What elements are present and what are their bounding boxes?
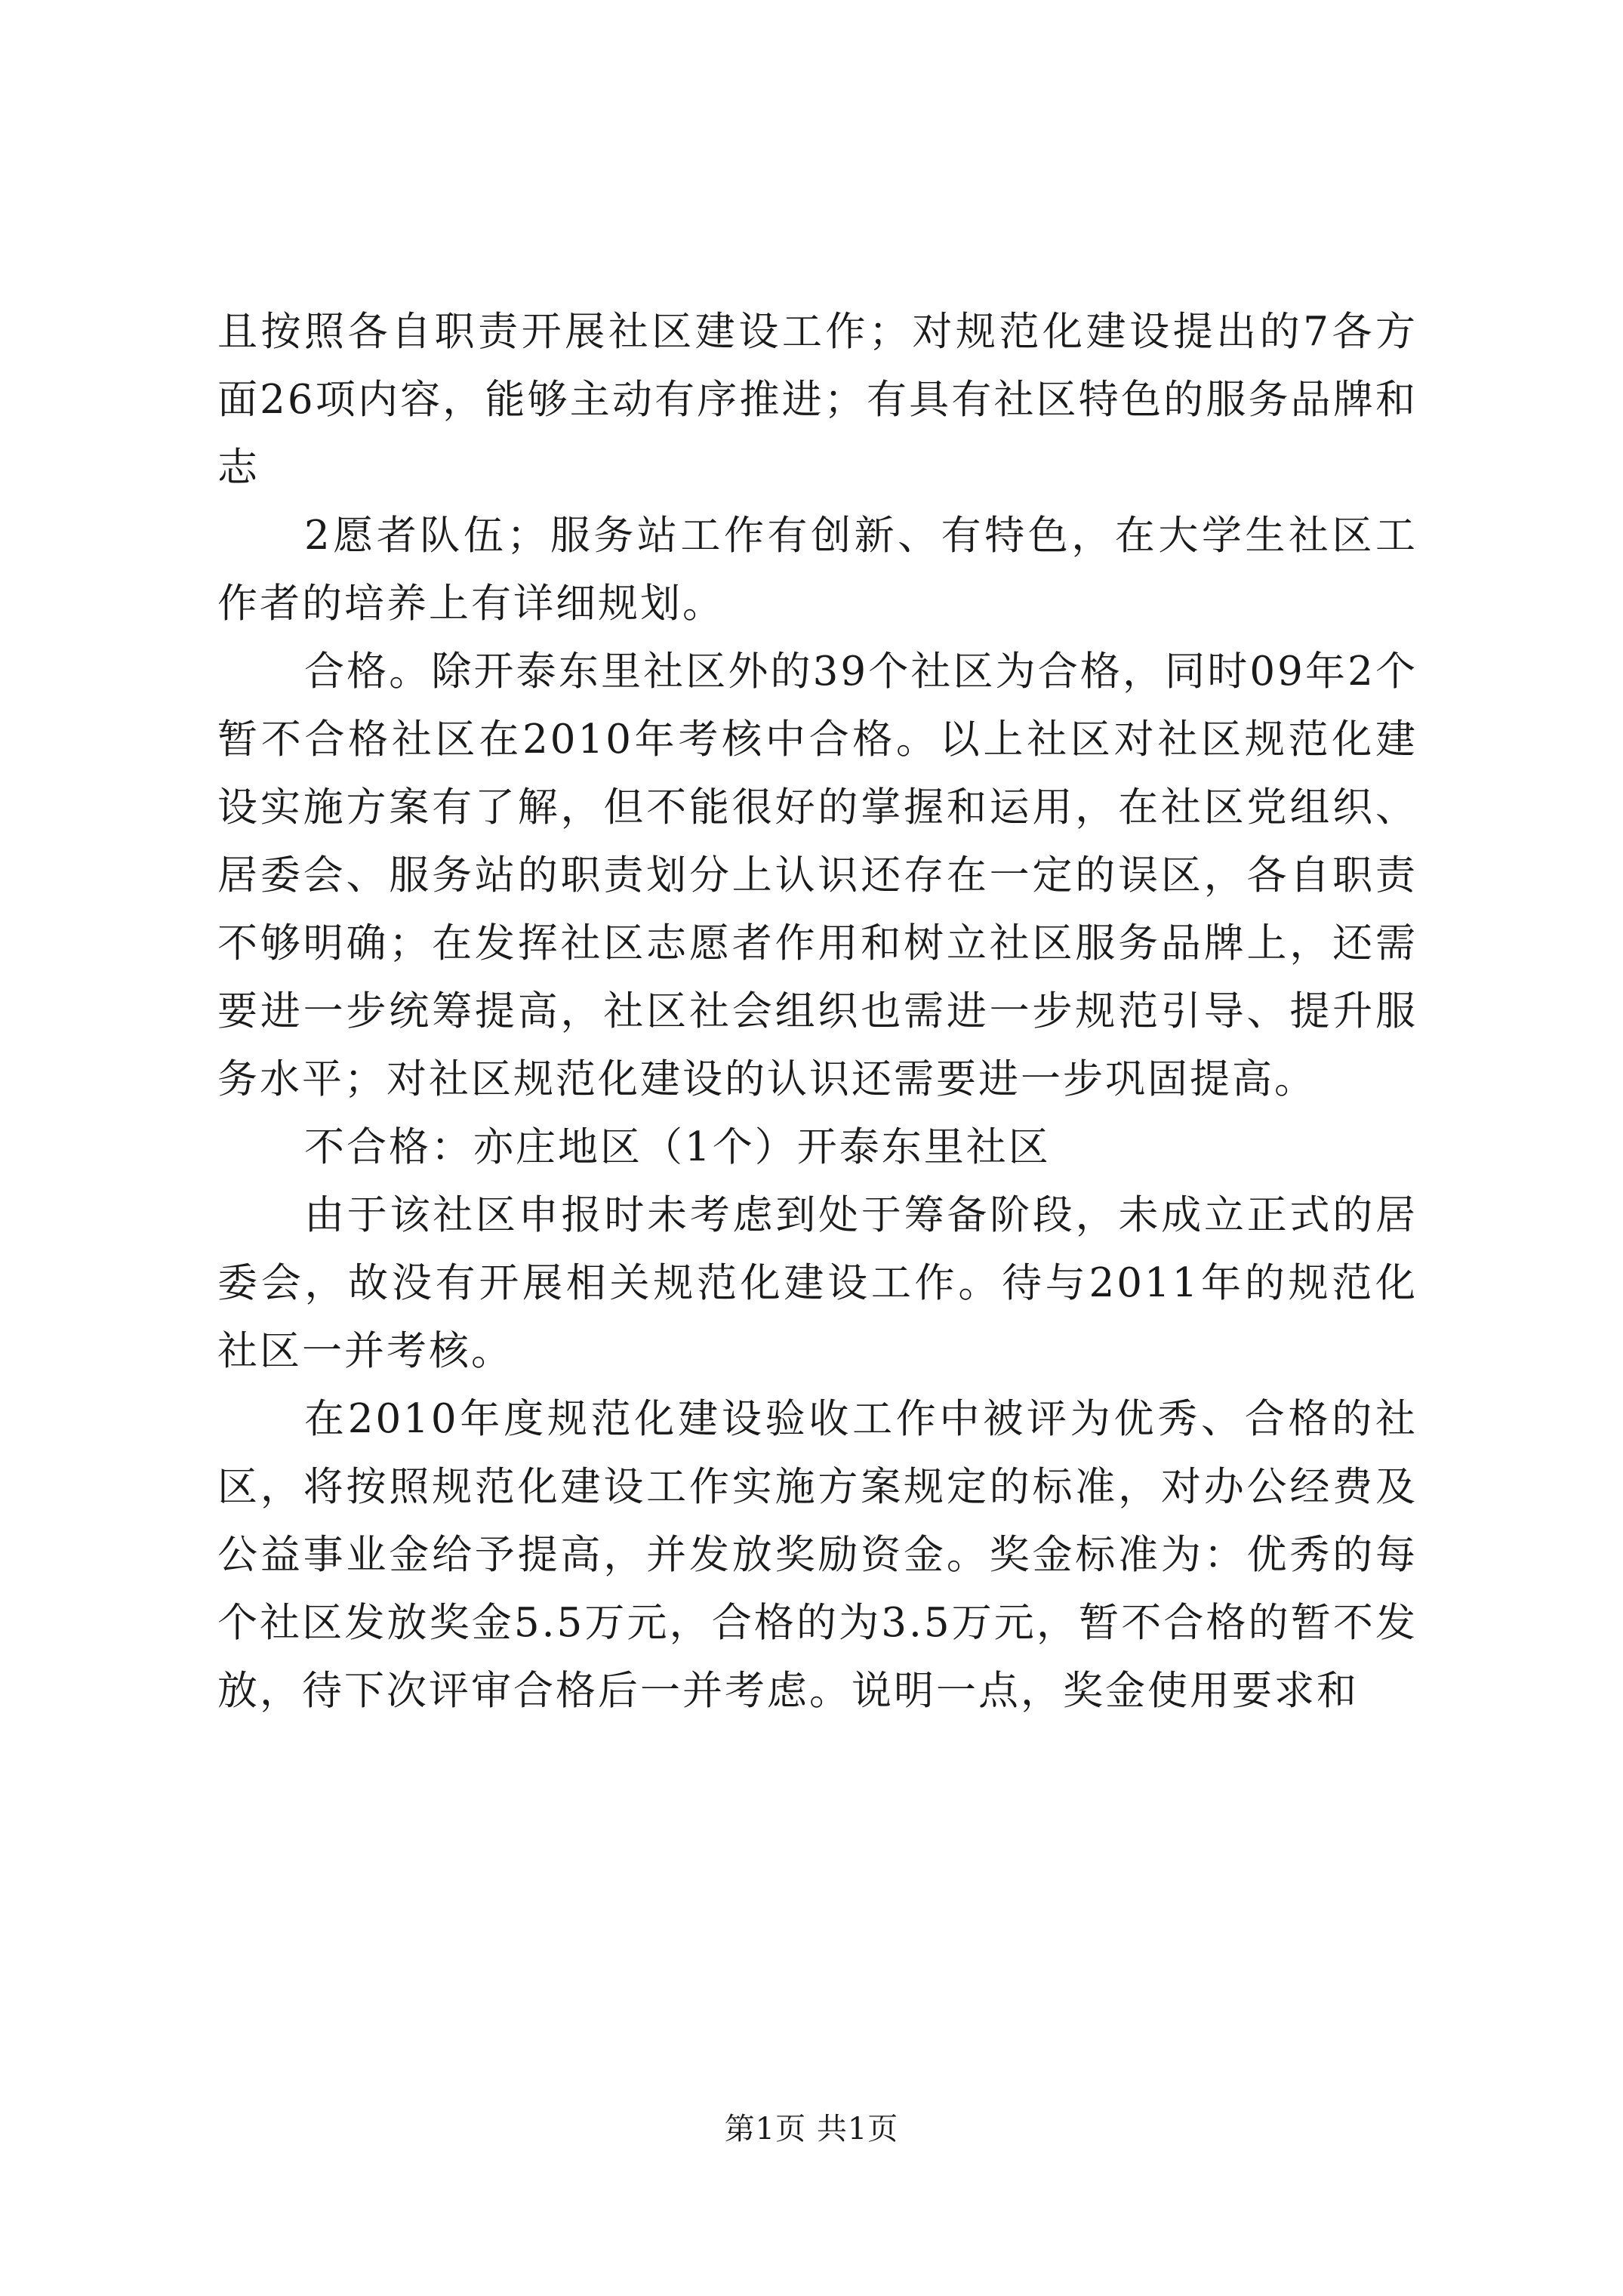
paragraph-2: 2愿者队伍；服务站工作有创新、有特色，在大学生社区工作者的培养上有详细规划。: [217, 513, 1418, 627]
paragraph-5: 由于该社区申报时未考虑到处于筹备阶段，未成立正式的居委会，故没有开展相关规范化建设工作。待与2011年的规范化社区一并考核。: [217, 1192, 1418, 1374]
paragraph-1: 且按照各自职责开展社区建设工作；对规范化建设提出的7各方面26项内容，能够主动有序推进；有具有社区特色的服务品牌和志: [217, 309, 1418, 491]
paragraph-4: 不合格：亦庄地区（1个）开泰东里社区: [304, 1124, 1051, 1170]
paragraph-6: 在2010年度规范化建设验收工作中被评为优秀、合格的社区，将按照规范化建设工作实施方案规定的标准，对办公经费及公益事业金给予提高，并发放奖励资金。奖金标准为：优秀的每个社区发放奖金5.5万元，合格的为3.5万元，暂不合格的暂不发放，待下次评审合格后一并考虑。说明一点，奖金使用要求和: [217, 1396, 1418, 1714]
document-body: [217, 298, 1418, 1725]
paragraph-3: 合格。除开泰东里社区外的39个社区为合格，同时09年2个暂不合格社区在2010年考核中合格。以上社区对社区规范化建设实施方案有了解，但不能很好的掌握和运用，在社区党组织、居委会、服务站的职责划分上认识还存在一定的误区，各自职责不够明确；在发挥社区志愿者作用和树立社区服务品牌上，还需要进一步统筹提高，社区社会组织也需进一步规范引导、提升服务水平；对社区规范化建设的认识还需要进一步巩固提高。: [217, 649, 1418, 1102]
page-footer: 第1页 共1页: [724, 2112, 899, 2147]
